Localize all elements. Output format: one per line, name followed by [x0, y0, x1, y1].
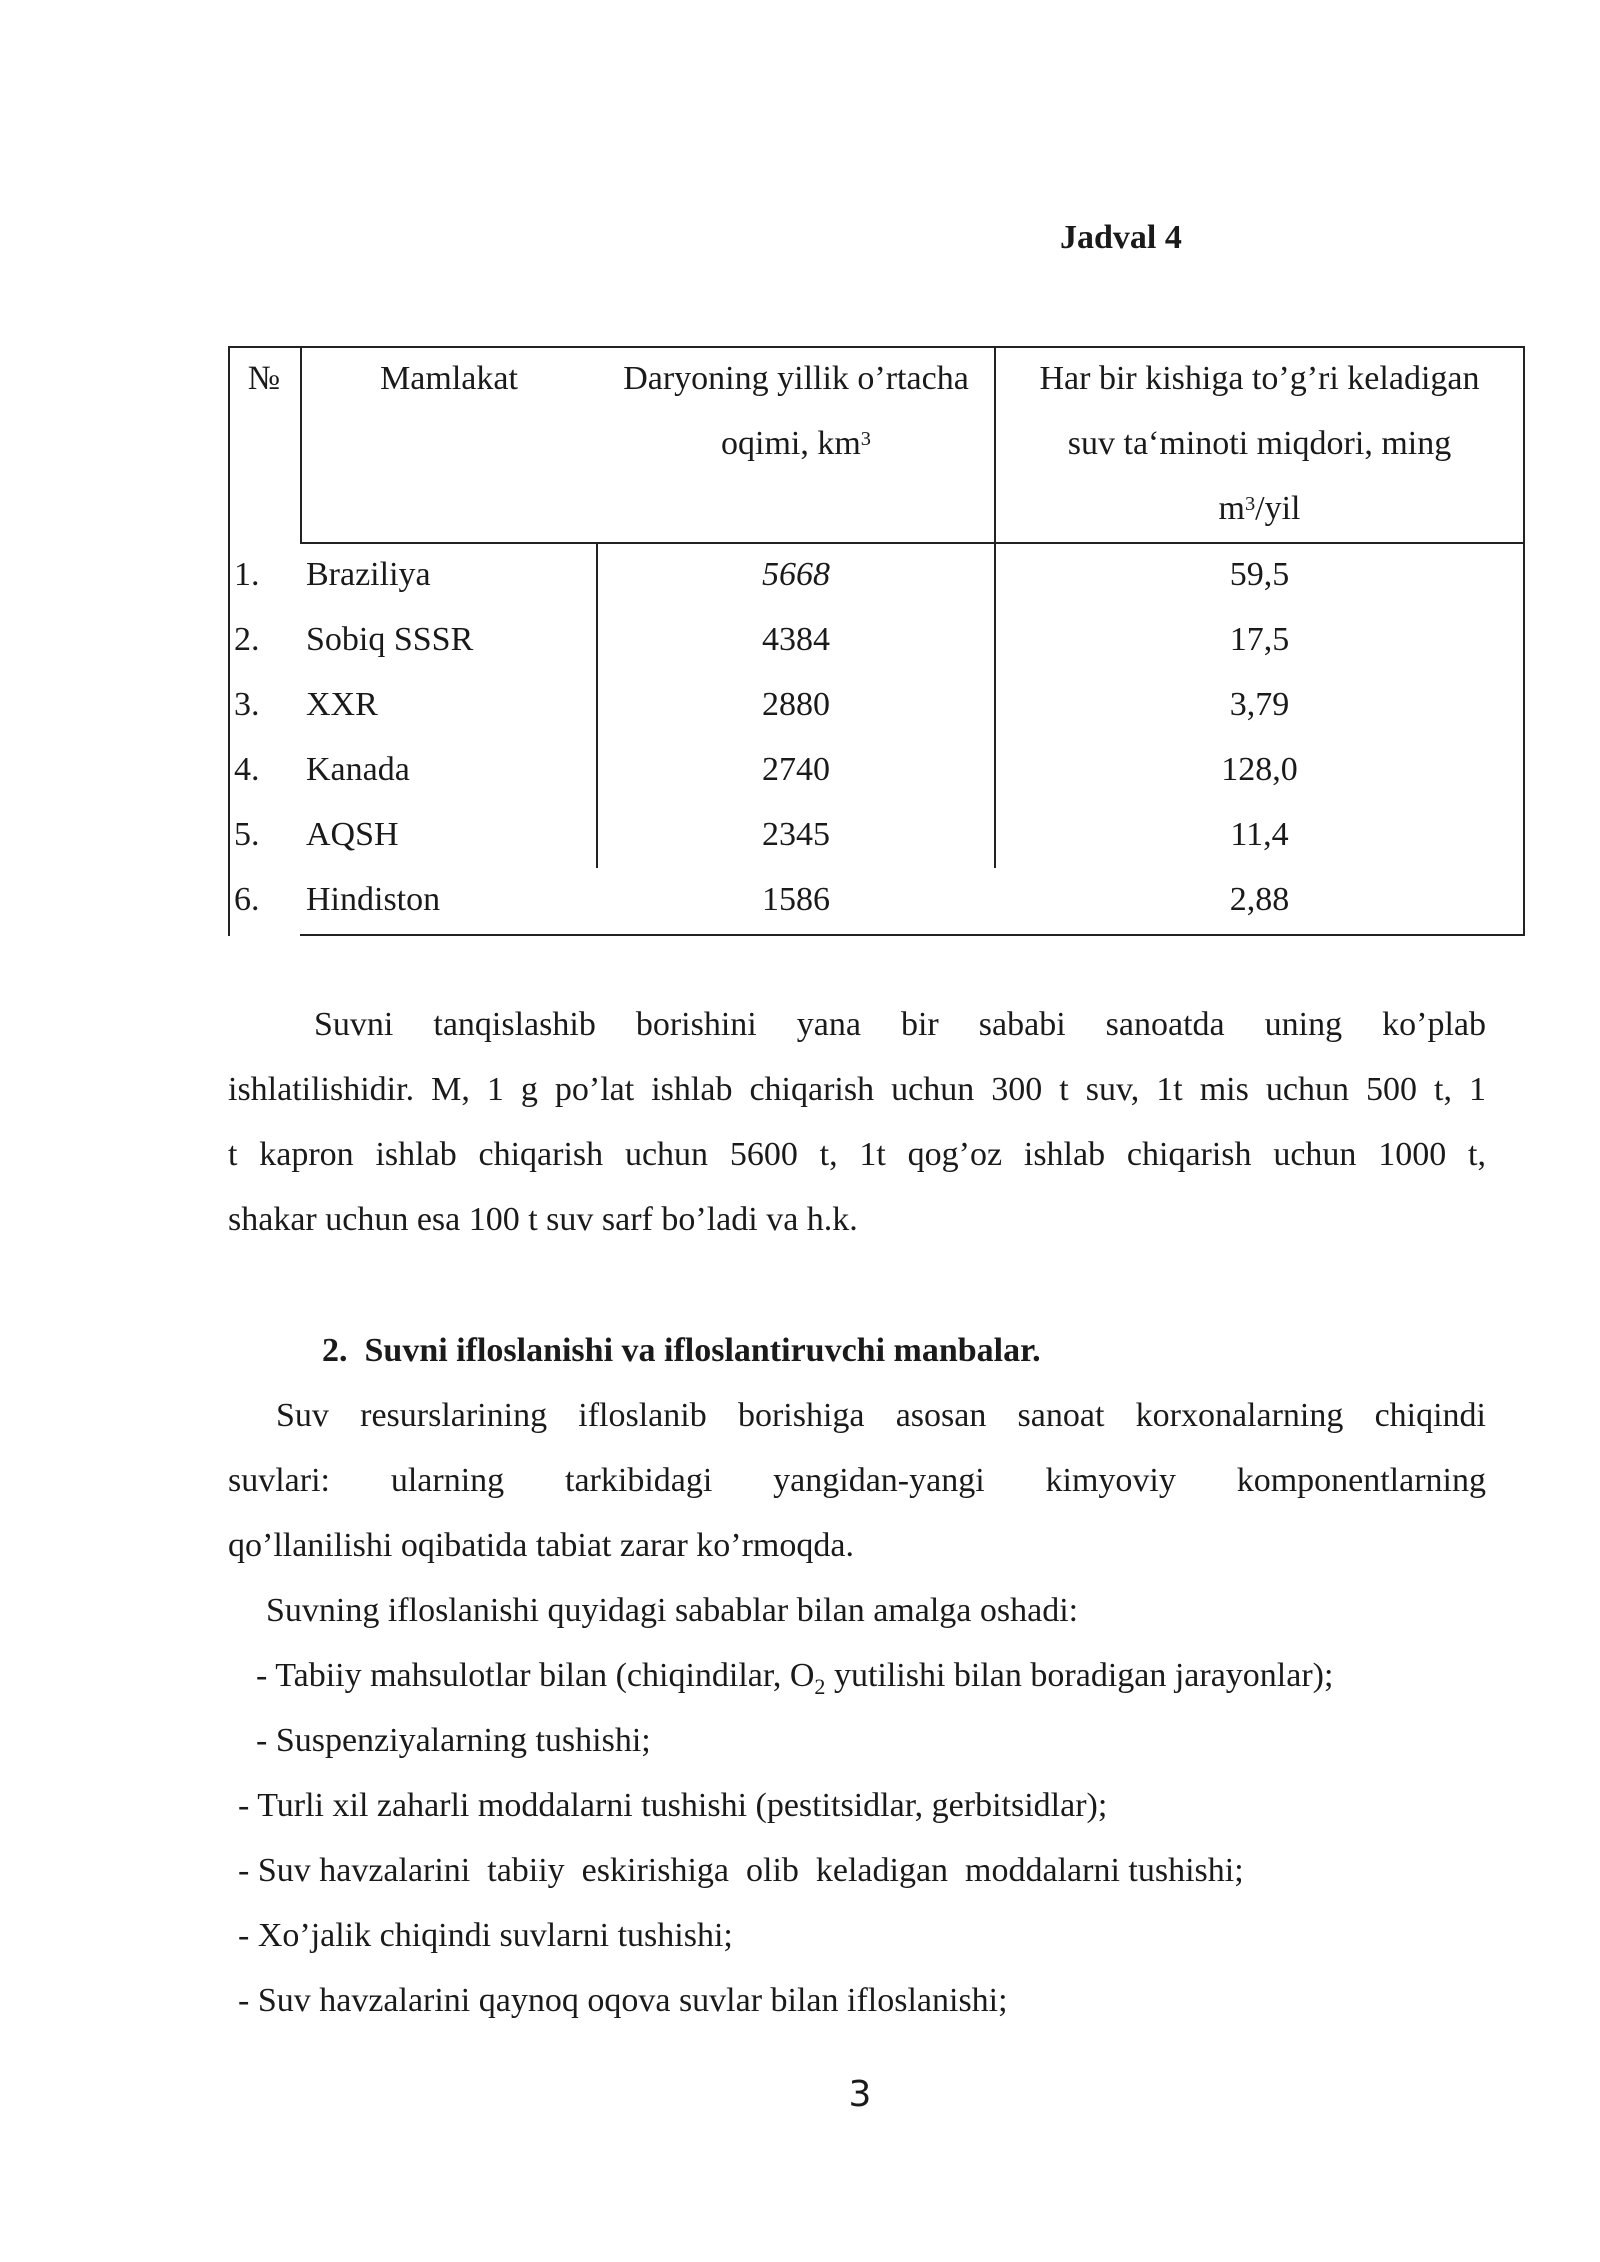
header-supply-sup: 3: [1244, 493, 1256, 515]
row-supply: 2,88: [1229, 881, 1290, 918]
table-left-border: [228, 346, 230, 936]
row-num: 2.: [234, 621, 260, 658]
row-flow: 2345: [762, 816, 830, 853]
row-supply: 11,4: [1230, 816, 1289, 853]
paragraph-line: Suv resurslarining ifloslanib borishiga asosan sanoat korxonalarning chiqindi: [276, 1397, 1486, 1434]
header-country: Mamlakat: [380, 360, 518, 397]
section-title: Suvni ifloslanishi va ifloslantiruvchi manbalar.: [364, 1332, 1041, 1369]
table-right-border: [1523, 346, 1525, 936]
row-country: Braziliya: [306, 556, 431, 593]
list-item: [256, 1643, 1333, 1711]
causes-intro: Suvning ifloslanishi quyidagi sabablar bilan amalga oshadi:: [266, 1592, 1079, 1629]
row-flow: 2880: [762, 686, 830, 723]
header-supply: [996, 346, 1523, 541]
header-supply-line3: [996, 476, 1523, 541]
table-title: Jadval 4: [1060, 219, 1182, 256]
row-supply: 17,5: [1229, 621, 1290, 658]
row-supply: 59,5: [1229, 556, 1290, 593]
table-bottom-border: [300, 934, 1525, 936]
paragraph-line: shakar uchun esa 100 t suv sarf bo’ladi va h.k.: [228, 1201, 858, 1238]
list-item: - Suv havzalarini tabiiy eskirishiga olib keladigan moddalarni tushishi;: [238, 1852, 1244, 1889]
paragraph-line: ishlatilishidir. M, 1 g po’lat ishlab chiqarish uchun 300 t suv, 1t mis uchun 500 t, 1: [228, 1071, 1486, 1108]
row-flow: 4384: [762, 621, 830, 658]
row-country: Sobiq SSSR: [306, 621, 474, 658]
row-flow: 1586: [762, 881, 830, 918]
header-num: №: [247, 360, 281, 397]
row-country: XXR: [306, 686, 378, 723]
list-item-text: - Tabiiy mahsulotlar bilan (chiqindilar, O: [256, 1657, 815, 1694]
row-supply: 128,0: [1221, 751, 1298, 788]
paragraph-line: qo’llanilishi oqibatida tabiat zarar ko’rmoqda.: [228, 1527, 854, 1564]
row-country: Hindiston: [306, 881, 441, 918]
row-num: 1.: [234, 556, 260, 593]
row-flow: 5668: [762, 556, 830, 593]
page-number: 3: [848, 2074, 872, 2115]
list-item: - Turli xil zaharli moddalarni tushishi (pestitsidlar, gerbitsidlar);: [238, 1787, 1108, 1824]
header-flow: [598, 346, 994, 476]
row-country: AQSH: [306, 816, 399, 853]
oxygen-subscript: 2: [814, 1674, 826, 1699]
header-flow-sup: 3: [860, 428, 871, 450]
row-supply: 3,79: [1229, 686, 1290, 723]
list-item: - Xo’jalik chiqindi suvlarni tushishi;: [238, 1917, 733, 1954]
header-flow-line1: Daryoning yillik o’rtacha: [623, 360, 969, 397]
row-num: 6.: [234, 881, 260, 918]
list-item: - Suspenziyalarning tushishi;: [256, 1722, 651, 1759]
header-flow-unit: oqimi, km: [721, 425, 861, 462]
paragraph-line: Suvni tanqislashib borishini yana bir sababi sanoatda uning ko’plab: [314, 1006, 1486, 1043]
row-flow: 2740: [762, 751, 830, 788]
list-item-text-cont: yutilishi bilan boradigan jarayonlar);: [825, 1657, 1334, 1694]
row-num: 5.: [234, 816, 260, 853]
row-country: Kanada: [306, 751, 410, 788]
header-supply-unit-post: /yil: [1255, 490, 1301, 527]
list-item: - Suv havzalarini qaynoq oqova suvlar bilan ifloslanishi;: [238, 1982, 1008, 2019]
header-supply-line1: Har bir kishiga to’g’ri keladigan: [1039, 360, 1480, 397]
data-table: [228, 346, 1525, 936]
paragraph-line: suvlari: ularning tarkibidagi yangidan-yangi kimyoviy komponentlarning: [228, 1462, 1486, 1499]
section-heading: [322, 1318, 1041, 1383]
header-supply-line2: suv ta‘minoti miqdori, ming: [1067, 425, 1452, 462]
section-number: 2.: [322, 1332, 348, 1369]
header-supply-unit: m: [1218, 490, 1245, 527]
row-num: 4.: [234, 751, 260, 788]
row-num: 3.: [234, 686, 260, 723]
header-flow-line2: [598, 411, 994, 476]
paragraph-line: t kapron ishlab chiqarish uchun 5600 t, 1t qog’oz ishlab chiqarish uchun 1000 t,: [228, 1136, 1486, 1173]
